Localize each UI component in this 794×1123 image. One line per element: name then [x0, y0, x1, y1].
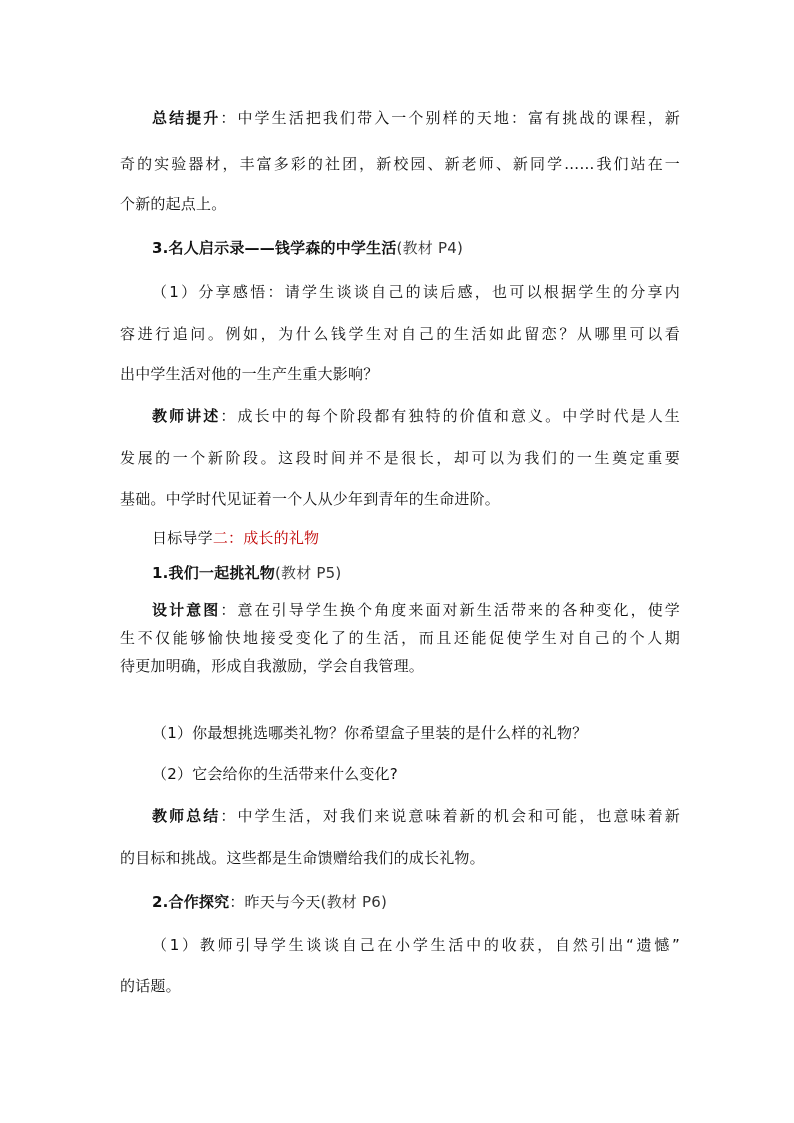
teacher-summary-line-2: 的目标和挑战。这些都是生命馈赠给我们的成长礼物。 [120, 849, 485, 867]
explore-line-1: （1）教师引导学生谈谈自己在小学生活中的收获，自然引出“遗憾” [152, 936, 680, 954]
summary-line-1 [152, 108, 680, 128]
teacher-talk-line-3: 基础。中学时代见证着一个人从少年到青年的生命进阶。 [120, 490, 501, 508]
teacher-summary-text-1: ：中学生活，对我们来说意味着新的机会和可能，也意味着新 [220, 807, 680, 825]
item-2-heading [152, 892, 680, 912]
teacher-summary-line-1 [152, 806, 680, 826]
item-2-reference: (教材 P6) [320, 893, 388, 911]
summary-line-2: 奇的实验器材，丰富多彩的社团，新校园、新老师、新同学……我们站在一 [120, 155, 680, 173]
share-line-1: （1）分享感悟：请学生谈谈自己的读后感，也可以根据学生的分享内 [152, 283, 680, 301]
summary-text-1: ：中学生活把我们带入一个别样的天地：富有挑战的课程，新 [220, 109, 680, 127]
share-line-3: 出中学生活对他的一生产生重大影响？ [120, 365, 379, 383]
item-2-text: ：昨天与今天 [229, 893, 321, 911]
explore-line-2: 的话题。 [120, 977, 181, 995]
question-2: （2）它会给你的生活带来什么变化? [152, 765, 398, 783]
item-1-title: 1.我们一起挑礼物 [152, 564, 275, 582]
question-1: （1）你最想挑选哪类礼物？你希望盒子里装的是什么样的礼物？ [152, 724, 588, 742]
share-line-2: 容进行追问。例如，为什么钱学生对自己的生活如此留恋？从哪里可以看 [120, 325, 680, 343]
goal-2-prefix: 日标导学 [152, 529, 213, 547]
section-3-title: 3.名人启示录——钱学森的中学生活 [152, 239, 397, 257]
design-line-2: 生不仅能够愉快地接受变化了的生活，而且还能促使学生对自己的个人期 [120, 629, 680, 647]
goal-2-heading [152, 528, 680, 548]
item-2-title: 2.合作探究 [152, 893, 230, 911]
teacher-summary-label: 教师总结 [152, 807, 221, 825]
item-1-heading [152, 563, 680, 583]
item-1-reference: (教材 P5) [274, 564, 342, 582]
summary-line-3: 个新的起点上。 [120, 195, 227, 213]
teacher-talk-line-1 [152, 406, 680, 426]
goal-2-highlight: 二：成长的礼物 [212, 529, 320, 547]
section-3-heading [152, 238, 680, 258]
design-line-3: 待更加明确，形成自我激励，学会自我管理。 [120, 657, 425, 675]
teacher-talk-label: 教师讲述 [152, 407, 221, 425]
summary-label: 总结提升 [152, 109, 221, 127]
design-label: 设计意图 [152, 601, 221, 619]
design-line-1 [152, 600, 680, 620]
teacher-talk-line-2: 发展的一个新阶段。这段时间并不是很长，却可以为我们的一生奠定重要 [120, 449, 680, 467]
section-3-reference: (教材 P4) [396, 239, 464, 257]
teacher-talk-text-1: ：成长中的每个阶段都有独特的价值和意义。中学时代是人生 [220, 407, 680, 425]
design-text-1: ：意在引导学生换个角度来面对新生活带来的各种变化，使学 [220, 601, 680, 619]
